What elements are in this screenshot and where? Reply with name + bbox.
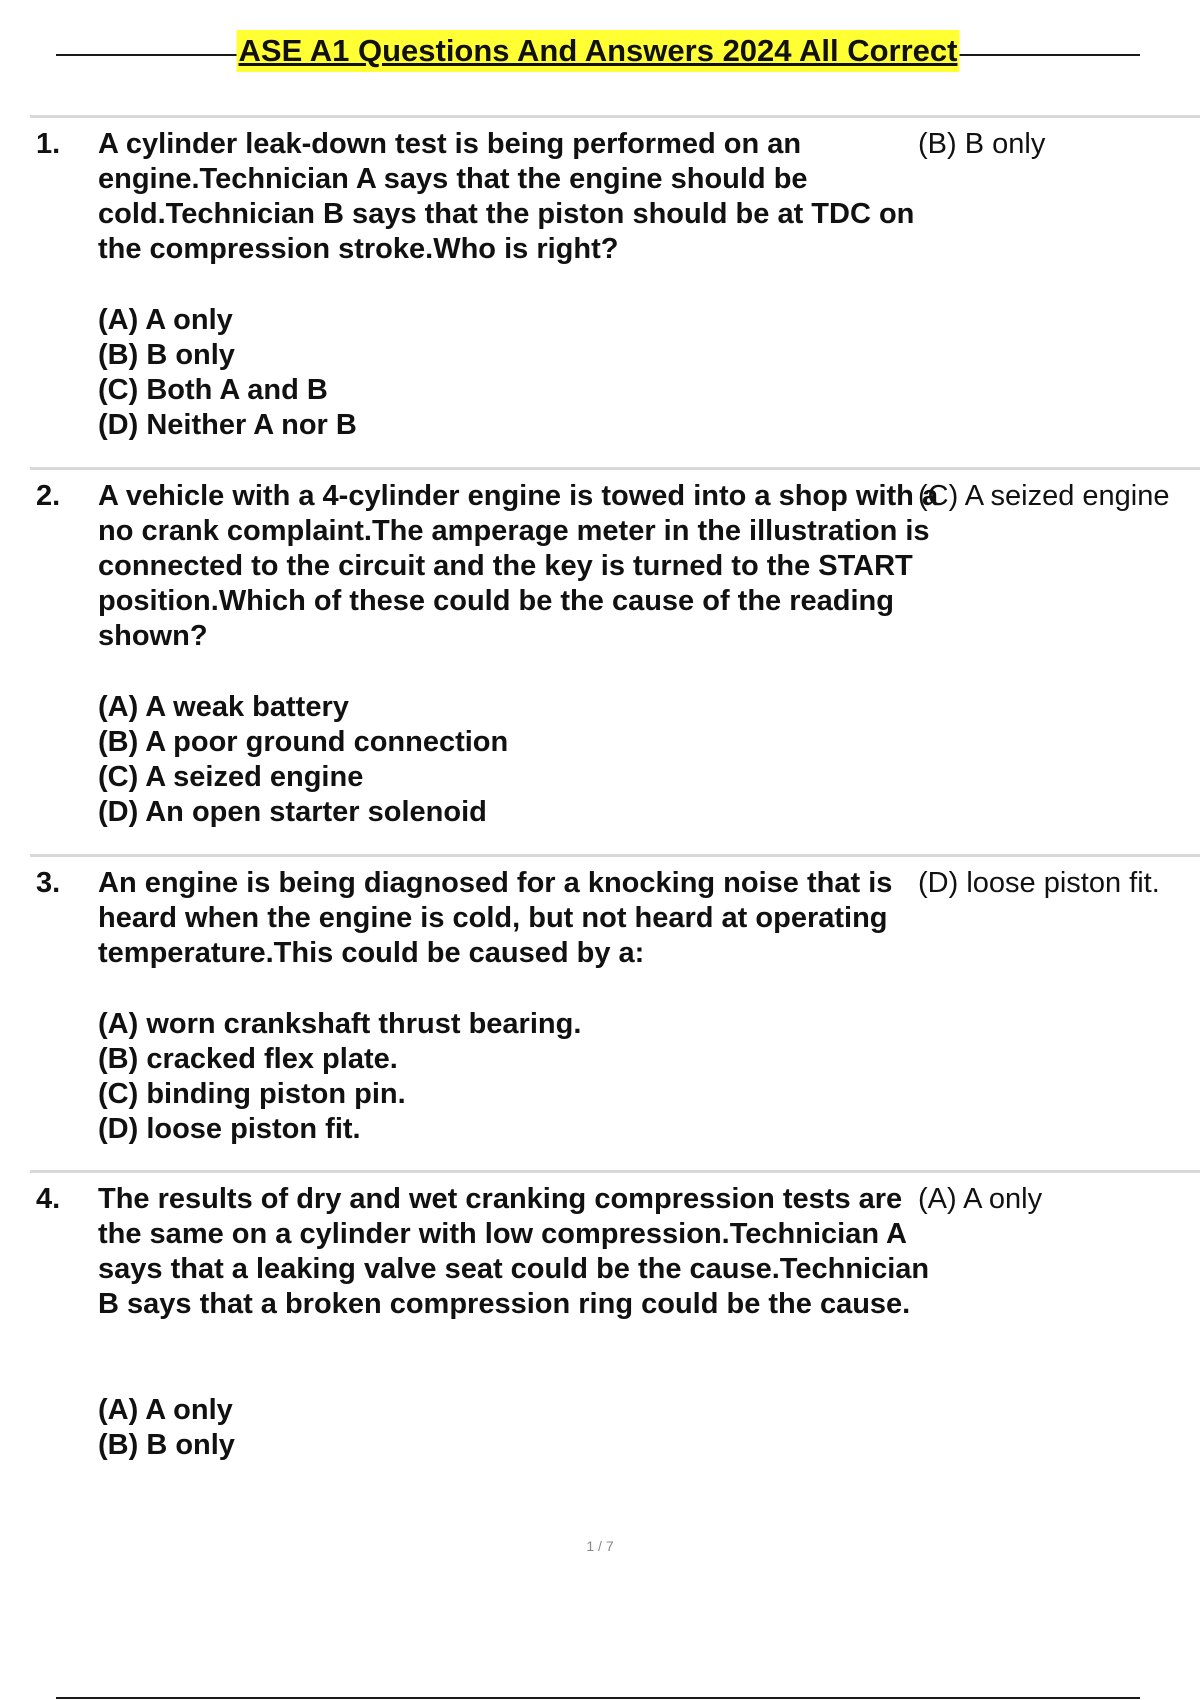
question-answer: (A) A only	[918, 1183, 1043, 1215]
option-item: (D) An open starter solenoid	[98, 796, 487, 828]
option-item: (D) Neither A nor B	[98, 409, 357, 441]
question-answer: (B) B only	[918, 128, 1046, 160]
option-item: (B) B only	[98, 1429, 235, 1461]
question-divider	[30, 467, 1200, 470]
option-list	[98, 303, 357, 443]
option-item: (A) A only	[98, 304, 233, 336]
footer-rule	[56, 1697, 1140, 1699]
option-item: (A) A weak battery	[98, 691, 349, 723]
question-number: 2.	[36, 480, 61, 512]
question-text: A vehicle with a 4-cylinder engine is towed into a shop with a no crank complaint.The amperage meter in the illustration is connected to the circuit and the key is turned to the START position.Which of these could be the cause of the reading shown?	[98, 480, 939, 652]
option-item: (D) loose piston fit.	[98, 1113, 361, 1145]
question-divider	[30, 1170, 1200, 1173]
page-number: 1 / 7	[586, 1538, 614, 1554]
option-item: (A) A only	[98, 1394, 233, 1426]
option-item: (C) A seized engine	[98, 761, 364, 793]
option-item: (A) worn crankshaft thrust bearing.	[98, 1008, 582, 1040]
question-number: 3.	[36, 867, 61, 899]
option-item: (C) Both A and B	[98, 374, 328, 406]
question-divider	[30, 854, 1200, 857]
option-list	[98, 1007, 581, 1147]
option-item: (B) cracked flex plate.	[98, 1043, 398, 1075]
document-header	[56, 30, 1140, 74]
option-item: (B) B only	[98, 339, 235, 371]
option-item: (B) A poor ground connection	[98, 726, 509, 758]
question-divider	[30, 115, 1200, 118]
question-text: The results of dry and wet cranking compression tests are the same on a cylinder with low compression.Technician A says that a leaking valve seat could be the cause.Technician B says that a broken compression ring could be the cause.	[98, 1183, 930, 1320]
question-answer: (C) A seized engine	[918, 480, 1170, 512]
question-answer: (D) loose piston fit.	[918, 867, 1160, 899]
question-number: 1.	[36, 128, 61, 160]
document-title: ASE A1 Questions And Answers 2024 All Correct	[237, 30, 960, 72]
option-list	[98, 690, 508, 830]
question-number: 4.	[36, 1183, 61, 1215]
option-list	[98, 1393, 235, 1463]
question-text: A cylinder leak-down test is being performed on an engine.Technician A says that the engine should be cold.Technician B says that the piston should be at TDC on the compression stroke.Who is right?	[98, 128, 915, 265]
option-item: (C) binding piston pin.	[98, 1078, 406, 1110]
question-text: An engine is being diagnosed for a knocking noise that is heard when the engine is cold, but not heard at operating temperature.This could be caused by a:	[98, 867, 893, 969]
